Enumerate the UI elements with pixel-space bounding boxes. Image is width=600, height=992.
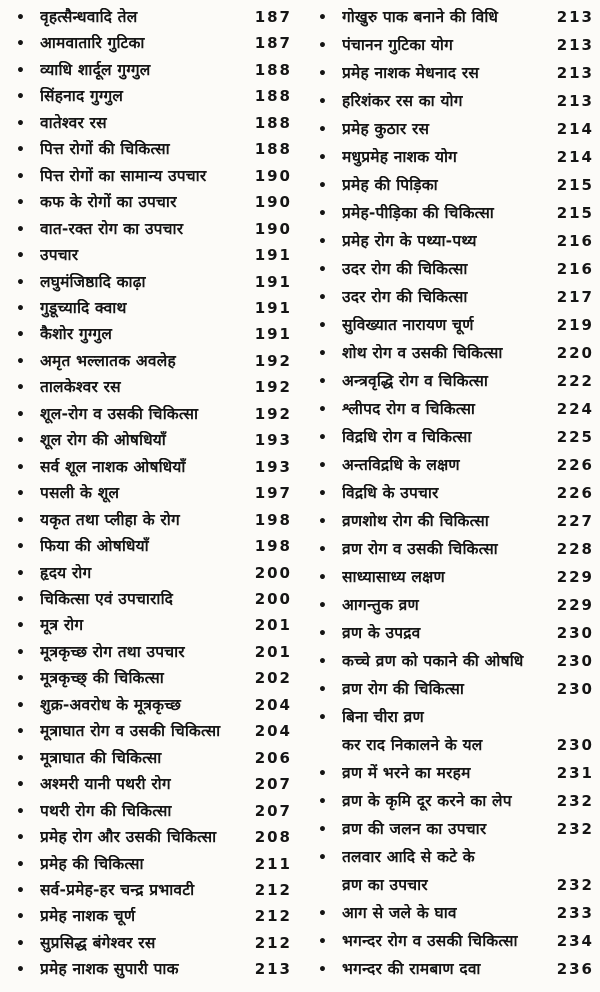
toc-entry-line xyxy=(12,960,292,980)
entry-title: अमृत भल्लातक अवलेह xyxy=(40,351,176,370)
bullet-icon: • xyxy=(16,539,25,556)
entry-page-number: 220 xyxy=(556,344,594,363)
bullet-icon: • xyxy=(16,644,25,661)
entry-page-number: 224 xyxy=(556,400,594,419)
entry-page-number: 233 xyxy=(556,904,594,923)
bullet-icon: • xyxy=(16,935,25,952)
bullet-icon: • xyxy=(318,178,327,195)
entry-title: मूत्राघात की चिकित्सा xyxy=(40,748,162,767)
bullet-icon: • xyxy=(318,458,327,475)
entry-title: शुक्र-अवरोध के मूत्रकृच्छ xyxy=(40,695,182,714)
entry-page-number: 229 xyxy=(556,568,594,587)
bullet-icon: • xyxy=(318,654,327,671)
entry-title: प्रमेह रोग के पथ्या-पथ्य xyxy=(342,232,477,251)
entry-title: चिकित्सा एवं उपचारादि xyxy=(40,589,174,608)
bullet-icon: • xyxy=(16,327,25,344)
toc-entry-line xyxy=(314,428,594,448)
bullet-icon: • xyxy=(318,570,327,587)
entry-title: अश्मरी यानी पथरी रोग xyxy=(40,775,171,794)
toc-entry-line xyxy=(12,828,292,848)
bullet-icon: • xyxy=(16,724,25,741)
entry-title: शूल रोग की ओषधियाँ xyxy=(40,431,167,450)
bullet-icon: • xyxy=(16,856,25,873)
toc-entry-line xyxy=(12,140,292,160)
entry-page-number: 226 xyxy=(556,456,594,475)
toc-entry-line xyxy=(314,820,594,840)
bullet-icon: • xyxy=(16,221,25,238)
entry-page-number: 213 xyxy=(254,960,292,979)
bullet-icon: • xyxy=(16,671,25,688)
toc-entry-line xyxy=(314,176,594,196)
toc-entry-line xyxy=(12,273,292,293)
entry-title: साध्यासाध्य लक्षण xyxy=(342,568,445,587)
entry-page-number: 230 xyxy=(556,624,594,643)
entry-page-number: 214 xyxy=(556,120,594,139)
entry-page-number: 232 xyxy=(556,820,594,839)
entry-page-number: 226 xyxy=(556,484,594,503)
toc-entry-line xyxy=(12,246,292,266)
bullet-icon: • xyxy=(318,906,327,923)
entry-page-number: 216 xyxy=(556,260,594,279)
entry-page-number: 230 xyxy=(556,680,594,699)
toc-entry-line xyxy=(12,352,292,372)
entry-title: प्रमेह रोग और उसकी चिकित्सा xyxy=(40,828,217,847)
entry-page-number: 193 xyxy=(254,457,292,476)
toc-entry-line xyxy=(12,696,292,716)
entry-page-number: 198 xyxy=(254,537,292,556)
entry-title: पित्त रोगों का सामान्य उपचार xyxy=(40,166,207,185)
bullet-icon: • xyxy=(16,697,25,714)
entry-page-number: 188 xyxy=(254,87,292,106)
entry-page-number: 188 xyxy=(254,60,292,79)
bullet-icon: • xyxy=(318,206,327,223)
entry-page-number: 190 xyxy=(254,166,292,185)
bullet-icon: • xyxy=(318,766,327,783)
toc-entry-line xyxy=(314,792,594,812)
bullet-icon: • xyxy=(318,626,327,643)
bullet-icon: • xyxy=(16,10,25,26)
entry-title: विद्रधि रोग व चिकित्सा xyxy=(342,428,472,447)
toc-entry-line xyxy=(12,114,292,134)
toc-entry-line xyxy=(314,484,594,504)
entry-page-number: 216 xyxy=(556,232,594,251)
entry-page-number: 232 xyxy=(556,792,594,811)
toc-entry-line xyxy=(12,167,292,187)
entry-title: उदर रोग की चिकित्सा xyxy=(342,288,468,307)
entry-title: कैशोर गुग्गुल xyxy=(40,325,113,344)
bullet-icon: • xyxy=(318,150,327,167)
entry-title: शोथ रोग व उसकी चिकित्सा xyxy=(342,344,503,363)
entry-title: पंचानन गुटिका योग xyxy=(342,36,454,55)
bullet-icon: • xyxy=(16,459,25,476)
toc-entry-line xyxy=(12,458,292,478)
entry-title: प्रमेह-पीड़िका की चिकित्सा xyxy=(342,204,495,223)
bullet-icon: • xyxy=(16,62,25,79)
toc-entry-line xyxy=(314,8,594,28)
entry-page-number: 234 xyxy=(556,932,594,951)
entry-page-number: 229 xyxy=(556,596,594,615)
toc-entry-line xyxy=(12,87,292,107)
entry-page-number: 231 xyxy=(556,764,594,783)
bullet-icon: • xyxy=(318,486,327,503)
bullet-icon: • xyxy=(16,591,25,608)
entry-title: लघुमंजिष्ठादि काढ़ा xyxy=(40,272,146,291)
entry-title: आगन्तुक व्रण xyxy=(342,596,419,615)
bullet-icon: • xyxy=(16,353,25,370)
entry-page-number: 212 xyxy=(254,933,292,952)
bullet-icon: • xyxy=(318,850,327,867)
entry-title: व्रण की जलन का उपचार xyxy=(342,820,487,839)
toc-entry-line xyxy=(314,344,594,364)
entry-page-number: 190 xyxy=(254,193,292,212)
entry-title: व्रण के उपद्रव xyxy=(342,624,421,643)
toc-entry-line xyxy=(12,537,292,557)
bullet-icon: • xyxy=(318,962,327,979)
entry-title: पसली के शूल xyxy=(40,484,120,503)
entry-page-number: 212 xyxy=(254,907,292,926)
entry-page-number: 192 xyxy=(254,351,292,370)
entry-title: आमवातारि गुटिका xyxy=(40,34,145,53)
toc-entry-line xyxy=(314,680,594,700)
entry-title: प्रमेह की पिड़िका xyxy=(342,176,438,195)
entry-title: भगन्दर रोग व उसकी चिकित्सा xyxy=(342,932,518,951)
toc-entry-line xyxy=(314,120,594,140)
bullet-icon: • xyxy=(16,962,25,979)
bullet-icon: • xyxy=(318,66,327,83)
entry-title: कच्चे व्रण को पकाने की ओषधि xyxy=(342,652,524,671)
bullet-icon: • xyxy=(318,10,327,26)
bullet-icon: • xyxy=(318,374,327,391)
entry-title: प्रमेह नाशक सुपारी पाक xyxy=(40,960,179,979)
entry-page-number: 191 xyxy=(254,246,292,265)
entry-title: सुविख्यात नारायण चूर्ण xyxy=(342,316,474,335)
bullet-icon: • xyxy=(318,262,327,279)
entry-title: सिंहनाद गुग्गुल xyxy=(40,87,124,106)
toc-entry-line xyxy=(314,400,594,420)
bullet-icon: • xyxy=(318,794,327,811)
toc-entry-line xyxy=(12,590,292,610)
entry-title: भगन्दर की रामबाण दवा xyxy=(342,960,481,979)
toc-entry-line xyxy=(314,288,594,308)
bullet-icon: • xyxy=(318,318,327,335)
entry-page-number: 215 xyxy=(556,176,594,195)
toc-entry-line xyxy=(314,540,594,560)
entry-title: गोखुरु पाक बनाने की विधि xyxy=(342,8,499,26)
entry-page-number: 219 xyxy=(556,316,594,335)
entry-page-number: 202 xyxy=(254,669,292,688)
bullet-icon: • xyxy=(318,682,327,699)
entry-page-number: 215 xyxy=(556,204,594,223)
entry-title: अन्तविद्रधि के लक्षण xyxy=(342,456,460,475)
bullet-icon: • xyxy=(16,882,25,899)
toc-entry-line xyxy=(314,204,594,224)
bullet-icon: • xyxy=(318,122,327,139)
toc-entry-line xyxy=(12,511,292,531)
entry-page-number: 212 xyxy=(254,880,292,899)
bullet-icon: • xyxy=(318,290,327,307)
entry-title: व्रणशोथ रोग की चिकित्सा xyxy=(342,512,489,531)
bullet-icon: • xyxy=(16,830,25,847)
entry-title: प्रमेह नाशक चूर्ण xyxy=(40,907,136,926)
entry-title: विद्रधि के उपचार xyxy=(342,484,439,503)
toc-entry-line xyxy=(12,669,292,689)
toc-entry-line xyxy=(12,564,292,584)
bullet-icon: • xyxy=(16,380,25,397)
toc-entry-line xyxy=(314,736,594,755)
bullet-icon: • xyxy=(318,430,327,447)
bullet-icon: • xyxy=(318,234,327,251)
entry-page-number: 232 xyxy=(556,876,594,895)
toc-entry-line xyxy=(12,431,292,451)
entry-page-number: 236 xyxy=(556,960,594,979)
entry-title: हृदय रोग xyxy=(40,563,92,582)
toc-entry-line xyxy=(314,456,594,476)
toc-entry-line xyxy=(314,316,594,336)
entry-page-number: 206 xyxy=(254,748,292,767)
toc-entry-line xyxy=(12,855,292,875)
bullet-icon: • xyxy=(16,512,25,529)
toc-entry-line xyxy=(314,960,594,980)
entry-title: प्रमेह की चिकित्सा xyxy=(40,854,144,873)
entry-title: प्रमेह कुठार रस xyxy=(342,120,430,139)
entry-page-number: 228 xyxy=(556,540,594,559)
entry-page-number: 211 xyxy=(254,854,292,873)
bullet-icon: • xyxy=(16,195,25,212)
bullet-icon: • xyxy=(16,433,25,450)
entry-title: व्रण रोग की चिकित्सा xyxy=(342,680,465,699)
bullet-icon: • xyxy=(318,542,327,559)
toc-entry-line xyxy=(314,708,594,728)
bullet-icon: • xyxy=(16,89,25,106)
toc-entry-line xyxy=(12,8,292,28)
entry-page-number: 213 xyxy=(556,8,594,26)
bullet-icon: • xyxy=(16,274,25,291)
toc-entry-line xyxy=(314,372,594,392)
toc-entry-line xyxy=(12,34,292,54)
entry-page-number: 201 xyxy=(254,616,292,635)
bullet-icon: • xyxy=(318,514,327,531)
bullet-icon: • xyxy=(318,710,327,727)
toc-entry-line xyxy=(314,148,594,168)
entry-title: मधुप्रमेह नाशक योग xyxy=(342,148,458,167)
toc-column-right xyxy=(314,8,594,980)
entry-title: मूत्राघात रोग व उसकी चिकित्सा xyxy=(40,722,221,741)
toc-entry-line xyxy=(12,907,292,927)
bullet-icon: • xyxy=(16,406,25,423)
entry-page-number: 230 xyxy=(556,652,594,671)
entry-title: मूत्रकृच्छ रोग तथा उपचार xyxy=(40,642,185,661)
entry-page-number: 188 xyxy=(254,140,292,159)
toc-entry-line xyxy=(12,378,292,398)
entry-page-number: 214 xyxy=(556,148,594,167)
entry-page-number: 213 xyxy=(556,64,594,83)
bullet-icon: • xyxy=(16,248,25,265)
bullet-icon: • xyxy=(16,115,25,132)
entry-page-number: 207 xyxy=(254,801,292,820)
entry-page-number: 197 xyxy=(254,484,292,503)
toc-entry-line xyxy=(12,220,292,240)
toc-entry-line xyxy=(12,749,292,769)
entry-title: वृहत्सैन्धवादि तेल xyxy=(40,8,138,26)
toc-entry-line xyxy=(12,616,292,636)
entry-title: आग से जले के घाव xyxy=(342,904,457,923)
entry-title: प्रमेह नाशक मेधनाद रस xyxy=(342,64,480,83)
bullet-icon: • xyxy=(16,909,25,926)
toc-entry-line xyxy=(12,484,292,504)
entry-page-number: 191 xyxy=(254,325,292,344)
entry-title: बिना चीरा व्रण xyxy=(342,708,424,727)
toc-entry-line xyxy=(314,932,594,952)
bullet-icon: • xyxy=(16,486,25,503)
toc-entry-line xyxy=(12,325,292,345)
entry-page-number: 227 xyxy=(556,512,594,531)
entry-page-number: 190 xyxy=(254,219,292,238)
bullet-icon: • xyxy=(16,777,25,794)
entry-title: वात-रक्त रोग का उपचार xyxy=(40,219,184,238)
entry-page-number: 204 xyxy=(254,722,292,741)
entry-title: यकृत तथा प्लीहा के रोग xyxy=(40,510,180,529)
entry-page-number: 222 xyxy=(556,372,594,391)
entry-title: सर्व-प्रमेह-हर चन्द्र प्रभावटी xyxy=(40,880,195,899)
toc-entry-line xyxy=(314,596,594,616)
entry-title: व्याधि शार्दूल गुग्गुल xyxy=(40,60,151,79)
entry-title: कर राद निकालने के यल xyxy=(342,736,483,755)
entry-title: फिया की ओषधियाँ xyxy=(40,537,149,556)
toc-entry-line xyxy=(12,722,292,742)
bullet-icon: • xyxy=(318,94,327,111)
toc-entry-line xyxy=(314,848,594,868)
bullet-icon: • xyxy=(318,402,327,419)
entry-page-number: 213 xyxy=(556,36,594,55)
entry-title: व्रण का उपचार xyxy=(342,876,428,895)
entry-page-number: 200 xyxy=(254,589,292,608)
toc-entry-line xyxy=(12,405,292,425)
entry-title: व्रण रोग व उसकी चिकित्सा xyxy=(342,540,498,559)
toc-entry-line xyxy=(314,904,594,924)
toc-entry-line xyxy=(12,643,292,663)
toc-entry-line xyxy=(12,61,292,81)
toc-entry-line xyxy=(314,624,594,644)
entry-page-number: 193 xyxy=(254,431,292,450)
toc-entry-line xyxy=(314,876,594,895)
toc-entry-line xyxy=(314,512,594,532)
entry-title: सुप्रसिद्ध बंगेश्वर रस xyxy=(40,933,156,952)
toc-entry-line xyxy=(314,652,594,672)
entry-page-number: 208 xyxy=(254,828,292,847)
bullet-icon: • xyxy=(16,168,25,185)
bullet-icon: • xyxy=(318,346,327,363)
entry-title: सर्व शूल नाशक ओषधियाँ xyxy=(40,457,186,476)
entry-page-number: 225 xyxy=(556,428,594,447)
toc-entry-line xyxy=(314,64,594,84)
entry-title: मूत्रकृच्छ् की चिकित्सा xyxy=(40,669,164,688)
entry-page-number: 213 xyxy=(556,92,594,111)
entry-title: मूत्र रोग xyxy=(40,616,84,635)
toc-entry-line xyxy=(314,36,594,56)
entry-title: उपचार xyxy=(40,246,79,265)
entry-title: व्रण के कृमि दूर करने का लेप xyxy=(342,792,512,811)
bullet-icon: • xyxy=(16,565,25,582)
entry-page-number: 187 xyxy=(254,8,292,26)
entry-title: शूल-रोग व उसकी चिकित्सा xyxy=(40,404,199,423)
bullet-icon: • xyxy=(318,598,327,615)
toc-column-left xyxy=(12,8,292,980)
toc-entry-line xyxy=(314,92,594,112)
entry-page-number: 192 xyxy=(254,404,292,423)
entry-page-number: 187 xyxy=(254,34,292,53)
bullet-icon: • xyxy=(16,142,25,159)
entry-title: हरिशंकर रस का योग xyxy=(342,92,463,111)
entry-page-number: 204 xyxy=(254,695,292,714)
bullet-icon: • xyxy=(318,934,327,951)
toc-entry-line xyxy=(12,775,292,795)
entry-page-number: 200 xyxy=(254,563,292,582)
entry-page-number: 217 xyxy=(556,288,594,307)
entry-page-number: 188 xyxy=(254,113,292,132)
toc-entry-line xyxy=(314,260,594,280)
entry-title: अन्त्रवृद्धि रोग व चिकित्सा xyxy=(342,372,489,391)
entry-title: श्लीपद रोग व चिकित्सा xyxy=(342,400,476,419)
bullet-icon: • xyxy=(16,750,25,767)
entry-page-number: 191 xyxy=(254,298,292,317)
entry-title: तालकेश्वर रस xyxy=(40,378,121,397)
bullet-icon: • xyxy=(16,618,25,635)
entry-title: तलवार आदि से कटे के xyxy=(342,848,475,867)
entry-page-number: 198 xyxy=(254,510,292,529)
entry-title: गुडूच्यादि क्वाथ xyxy=(40,298,127,317)
entry-title: कफ के रोगों का उपचार xyxy=(40,193,177,212)
toc-entry-line xyxy=(12,299,292,319)
bullet-icon: • xyxy=(318,38,327,55)
bullet-icon: • xyxy=(16,300,25,317)
toc-entry-line xyxy=(314,232,594,252)
bullet-icon: • xyxy=(16,803,25,820)
bullet-icon: • xyxy=(16,36,25,53)
entry-title: पथरी रोग की चिकित्सा xyxy=(40,801,172,820)
toc-entry-line xyxy=(314,568,594,588)
entry-title: उदर रोग की चिकित्सा xyxy=(342,260,468,279)
entry-page-number: 230 xyxy=(556,736,594,755)
toc-entry-line xyxy=(12,881,292,901)
toc-entry-line xyxy=(12,193,292,213)
entry-title: व्रण में भरने का मरहम xyxy=(342,764,471,783)
toc-entry-line xyxy=(12,934,292,954)
entry-page-number: 192 xyxy=(254,378,292,397)
entry-page-number: 191 xyxy=(254,272,292,291)
bullet-icon: • xyxy=(318,822,327,839)
entry-title: पित्त रोगों की चिकित्सा xyxy=(40,140,170,159)
entry-page-number: 207 xyxy=(254,775,292,794)
toc-entry-line xyxy=(12,802,292,822)
toc-entry-line xyxy=(314,764,594,784)
entry-page-number: 201 xyxy=(254,642,292,661)
entry-title: वातेश्वर रस xyxy=(40,113,107,132)
